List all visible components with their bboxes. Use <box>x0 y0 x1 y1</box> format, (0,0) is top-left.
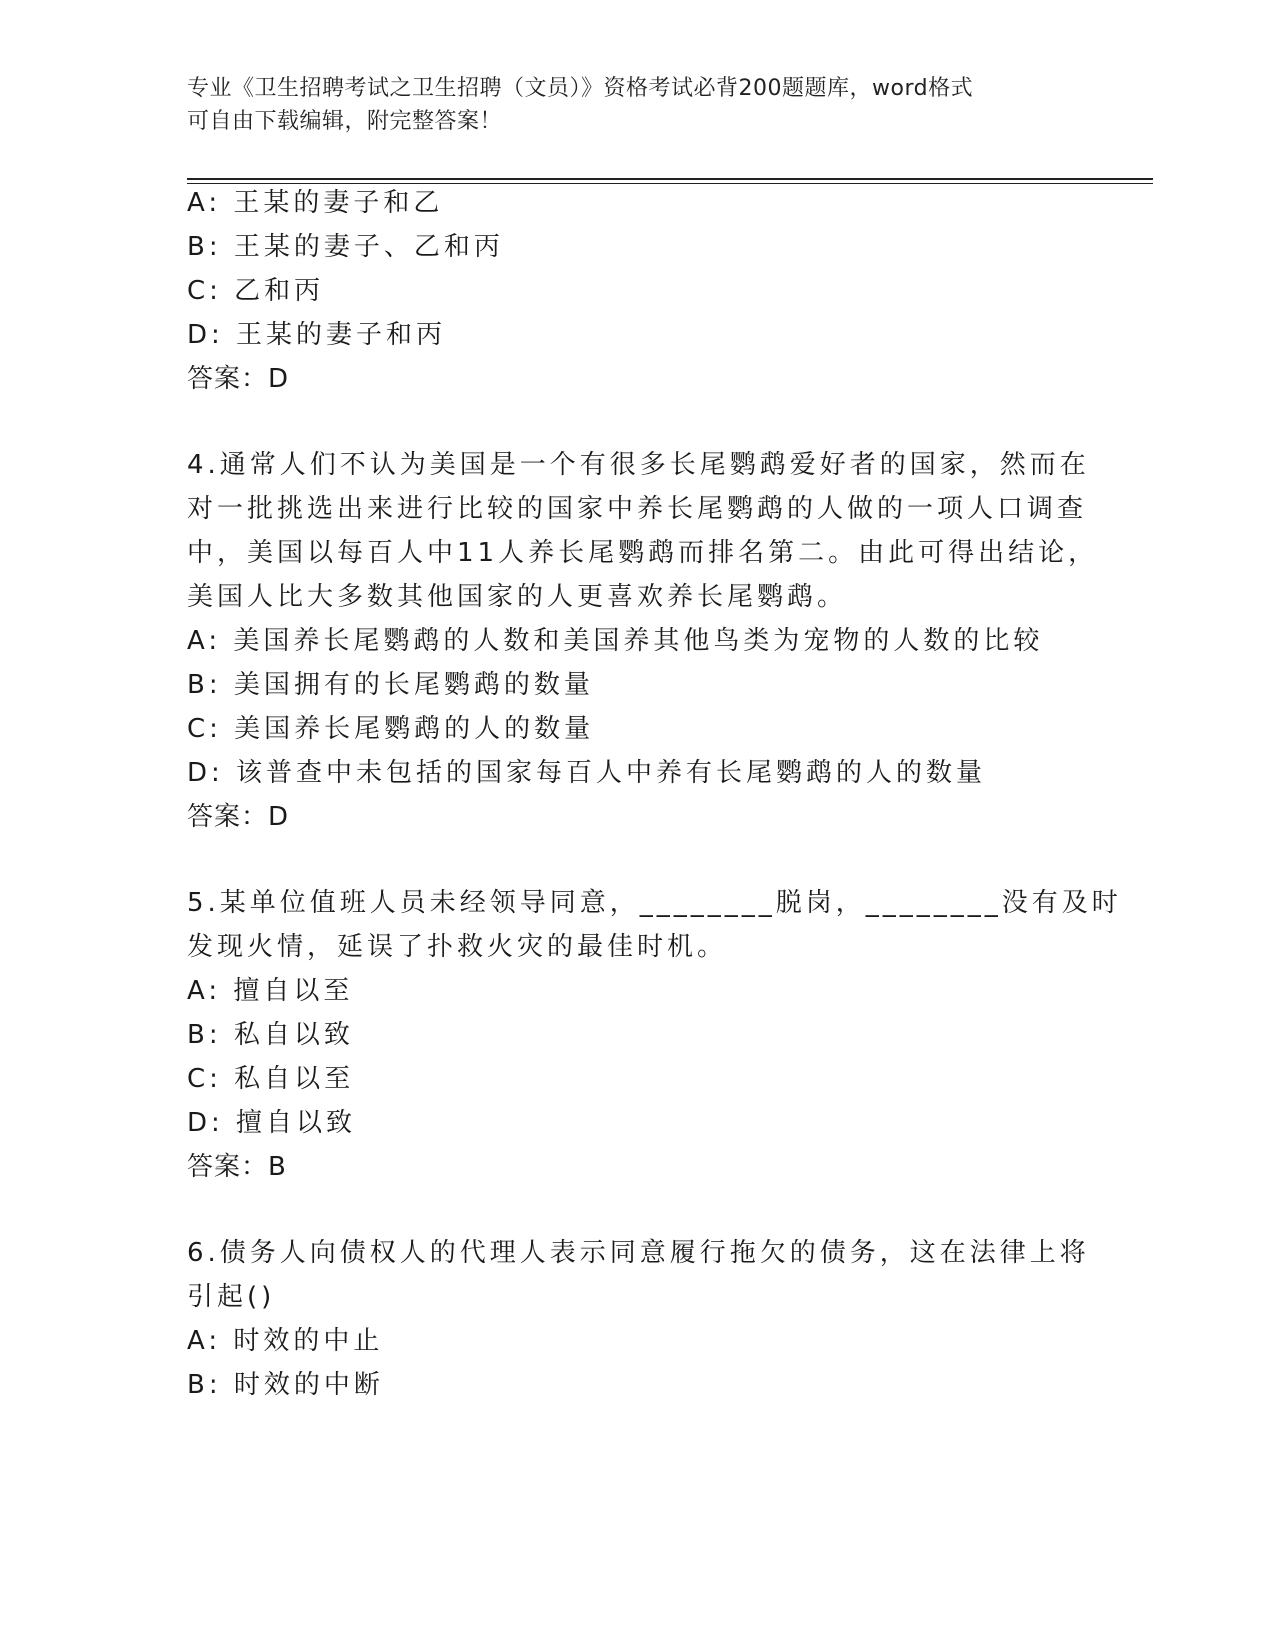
q5-stem-line-2: 发现火情，延误了扑救火灾的最佳时机。 <box>187 932 728 962</box>
q4-stem-line-2: 对一批挑选出来进行比较的国家中养长尾鹦鹉的人做的一项人口调查 <box>187 494 1088 524</box>
q3-option-a: A: 王某的妻子和乙 <box>187 188 444 218</box>
q4-answer: 答案：D <box>187 802 290 832</box>
q3-answer: 答案：D <box>187 364 290 394</box>
q5-option-c: C: 私自以至 <box>187 1064 355 1094</box>
q3-option-c: C: 乙和丙 <box>187 276 325 306</box>
q3-option-b: B: 王某的妻子、乙和丙 <box>187 232 504 262</box>
q5-option-d: D: 擅自以致 <box>187 1108 357 1138</box>
document-header <box>187 72 1067 138</box>
q4-option-c: C: 美国养长尾鹦鹉的人的数量 <box>187 714 595 744</box>
q6-option-a: A: 时效的中止 <box>187 1326 384 1356</box>
q6-option-b: B: 时效的中断 <box>187 1370 384 1400</box>
q4-stem-line-3: 中，美国以每百人中11人养长尾鹦鹉而排名第二。由此可得出结论， <box>187 538 1099 568</box>
q4-option-d: D: 该普查中未包括的国家每百人中养有长尾鹦鹉的人的数量 <box>187 758 987 788</box>
q5-option-b: B: 私自以致 <box>187 1020 354 1050</box>
header-rule-thick <box>187 178 1153 180</box>
q3-option-d: D: 王某的妻子和丙 <box>187 320 447 350</box>
q6-stem-line-1: 6.债务人向债权人的代理人表示同意履行拖欠的债务，这在法律上将 <box>187 1238 1090 1268</box>
q6-stem-line-2: 引起() <box>187 1282 276 1312</box>
q5-answer: 答案：B <box>187 1152 287 1182</box>
q4-stem-line-1: 4.通常人们不认为美国是一个有很多长尾鹦鹉爱好者的国家，然而在 <box>187 450 1090 480</box>
header-line-2: 可自由下载编辑，附完整答案！ <box>187 109 503 134</box>
header-line-1: 专业《卫生招聘考试之卫生招聘（文员）》资格考试必背200题题库，word格式 <box>187 76 974 101</box>
q5-option-a: A: 擅自以至 <box>187 976 354 1006</box>
q4-option-b: B: 美国拥有的长尾鹦鹉的数量 <box>187 670 594 700</box>
q5-stem-line-1: 5.某单位值班人员未经领导同意，________脱岗，________没有及时 <box>187 888 1122 918</box>
q4-stem-line-4: 美国人比大多数其他国家的人更喜欢养长尾鹦鹉。 <box>187 582 848 612</box>
header-rule-thin <box>187 183 1153 184</box>
q4-option-a: A: 美国养长尾鹦鹉的人数和美国养其他鸟类为宠物的人数的比较 <box>187 626 1044 656</box>
